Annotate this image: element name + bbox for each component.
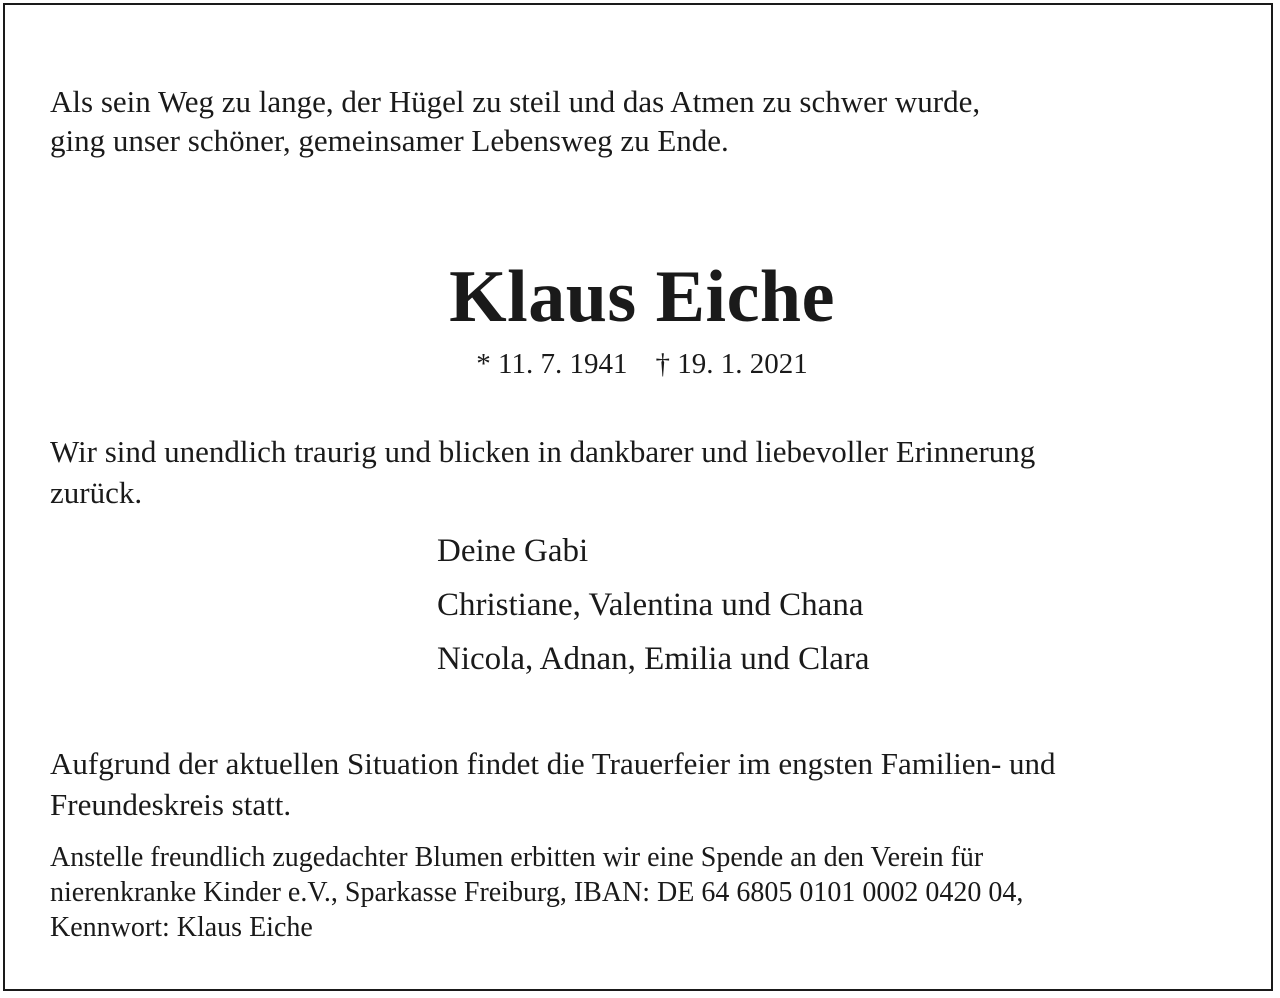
life-dates	[5, 346, 1279, 382]
grief-statement	[50, 431, 1035, 513]
intro-line-2: ging unser schöner, gemeinsamer Lebensweg zu Ende.	[50, 123, 729, 158]
intro-verse	[50, 82, 980, 160]
birth-date: * 11. 7. 1941	[476, 348, 628, 380]
grief-line-1: Wir sind unendlich traurig und blicken in dankbarer und liebevoller Erinnerung	[50, 434, 1036, 469]
ceremony-notice	[50, 743, 1056, 825]
mourner-item: Deine Gabi	[437, 533, 589, 569]
donation-line-2: nierenkranke Kinder e.V., Sparkasse Freiburg, IBAN: DE 64 6805 0101 0002 0420 04,	[50, 877, 1024, 908]
ceremony-line-2: Freundeskreis statt.	[50, 787, 292, 822]
ceremony-line-1: Aufgrund der aktuellen Situation findet die Trauerfeier im engsten Familien- und	[50, 746, 1056, 781]
donation-line-3: Kennwort: Klaus Eiche	[50, 912, 313, 943]
mourners-list	[437, 524, 870, 686]
obituary-notice	[3, 3, 1273, 991]
mourner-item: Nicola, Adnan, Emilia und Clara	[437, 641, 870, 677]
mourner-item: Christiane, Valentina und Chana	[437, 587, 864, 623]
grief-line-2: zurück.	[50, 475, 143, 510]
donation-line-1: Anstelle freundlich zugedachter Blumen erbitten wir eine Spende an den Verein für	[50, 842, 984, 873]
deceased-name: Klaus Eiche	[449, 256, 835, 338]
intro-line-1: Als sein Weg zu lange, der Hügel zu steil und das Atmen zu schwer wurde,	[50, 84, 981, 119]
donation-request	[50, 840, 1023, 945]
death-date: † 19. 1. 2021	[655, 348, 808, 380]
